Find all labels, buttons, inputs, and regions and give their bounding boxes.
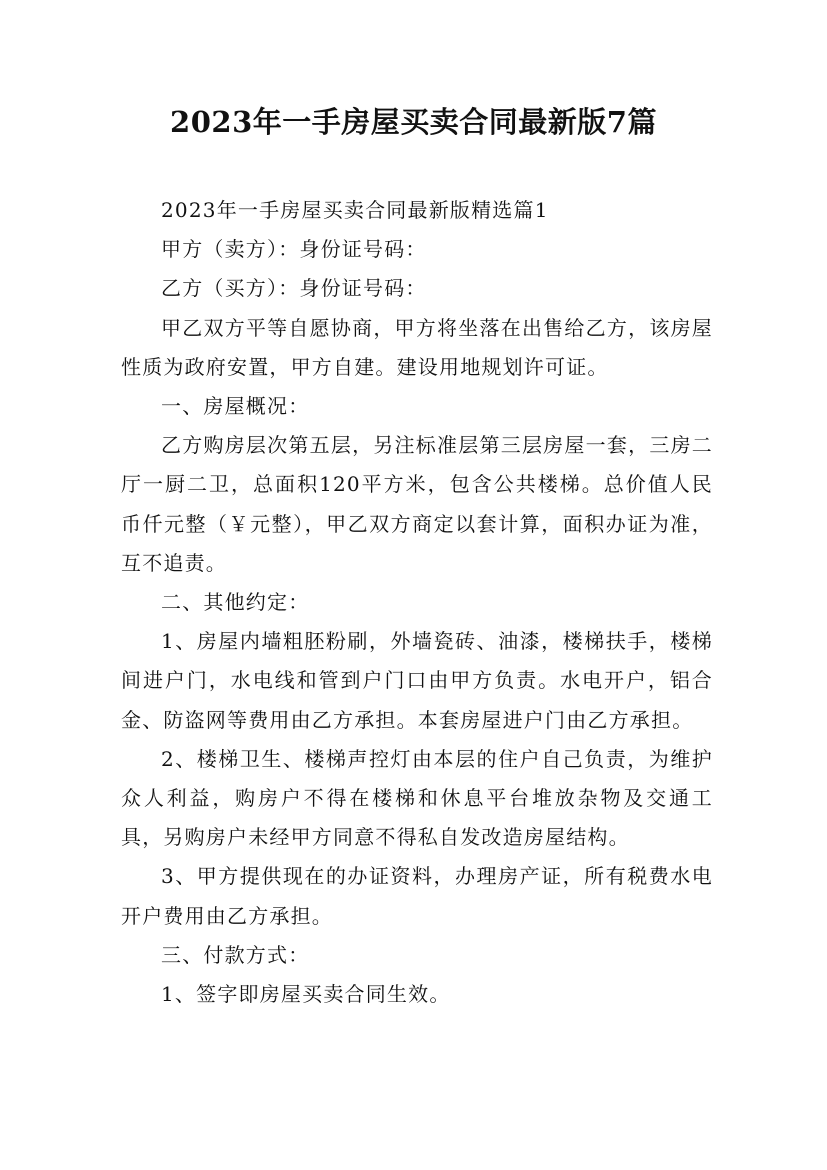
section-heading: 2023年一手房屋买卖合同最新版精选篇1	[161, 198, 549, 222]
other-terms-item-3: 3、甲方提供现在的办证资料，办理房产证，所有税费水电开户费用由乙方承担。	[121, 864, 713, 928]
clause-heading-house-overview: 一、房屋概况：	[161, 394, 310, 419]
clause-heading-other-terms: 二、其他约定：	[161, 590, 310, 615]
house-overview-paragraph: 乙方购房层次第五层，另注标准层第三层房屋一套，三房二厅一厨二卫，总面积120平方米，包含公共楼梯。总价值人民币仟元整（￥元整），甲乙双方商定以套计算，面积办证为准，互不追责。	[121, 433, 713, 575]
payment-item-1: 1、签字即房屋买卖合同生效。	[161, 982, 451, 1007]
document-title: 2023年一手房屋买卖合同最新版7篇	[170, 105, 657, 139]
party-a-line: 甲方（卖方）：身份证号码：	[161, 237, 427, 262]
other-terms-item-1: 1、房屋内墙粗胚粉刷，外墙瓷砖、油漆，楼梯扶手，楼梯间进户门，水电线和管到户门口由甲方负责。水电开户，铝合金、防盗网等费用由乙方承担。本套房屋进户门由乙方承担。	[121, 629, 713, 732]
other-terms-item-2: 2、楼梯卫生、楼梯声控灯由本层的住户自己负责，为维护众人利益，购房户不得在楼梯和休息平台堆放杂物及交通工具，另购房户未经甲方同意不得私自发改造房屋结构。	[121, 746, 713, 850]
clause-heading-payment: 三、付款方式：	[161, 942, 310, 967]
agreement-paragraph: 甲乙双方平等自愿协商，甲方将坐落在出售给乙方，该房屋性质为政府安置，甲方自建。建设用地规划许可证。	[121, 315, 713, 379]
party-b-line: 乙方（买方）：身份证号码：	[161, 276, 427, 301]
document-body	[121, 191, 713, 1014]
